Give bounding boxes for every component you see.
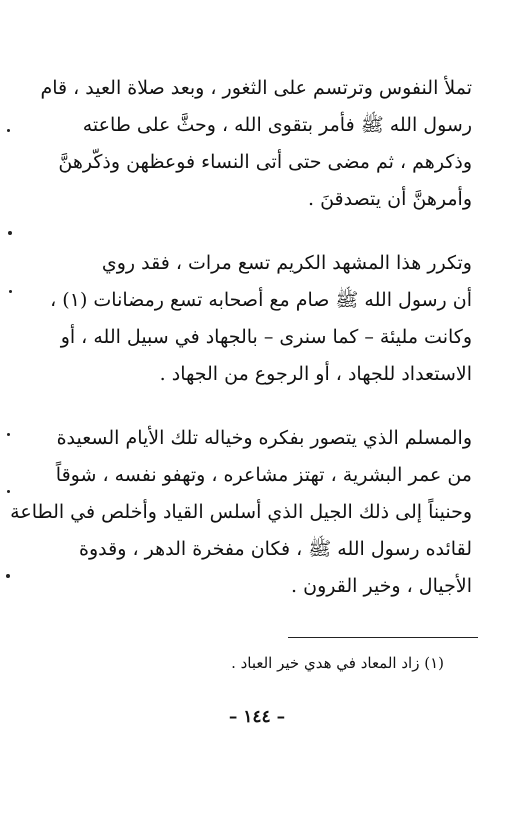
- page-number: – ١٤٤ –: [228, 707, 286, 727]
- paragraph-2: [50, 245, 472, 393]
- paragraph-line: وتكرر هذا المشهد الكريم تسع مرات ، فقد روي: [101, 252, 472, 274]
- paragraph-line: الاستعداد للجهاد ، أو الرجوع من الجهاد .: [159, 363, 472, 385]
- paragraph-line: وكانت مليئة – كما سنرى – بالجهاد في سبيل الله ، أو: [60, 326, 472, 348]
- paragraph-line: أن رسول الله ﷺ صام مع أصحابه تسع رمضانات (١) ،: [50, 289, 472, 311]
- paragraph-line: لقائده رسول الله ﷺ ، فكان مفخرة الدهر ، وقدوة: [79, 538, 472, 560]
- paragraph-line: تملأ النفوس وترتسم على الثغور ، وبعد صلاة العيد ، قام: [40, 77, 472, 99]
- paragraph-line: من عمر البشرية ، تهتز مشاعره ، وتهفو نفسه ، شوقاً: [55, 464, 472, 486]
- paragraph-1: [40, 70, 472, 218]
- footnote: (١) زاد المعاد في هدي خير العباد .: [231, 654, 444, 672]
- margin-speck: [9, 290, 12, 293]
- paragraph-3: [10, 420, 472, 605]
- footnote-divider: [288, 637, 478, 638]
- paragraph-line: وأمرهنَّ أن يتصدقنَ .: [307, 188, 472, 210]
- paragraph-line: وذكرهم ، ثم مضى حتى أتى النساء فوعظهن وذكّرهنَّ: [58, 151, 472, 173]
- paragraph-line: رسول الله ﷺ فأمر بتقوى الله ، وحثَّ على طاعته: [82, 114, 472, 136]
- paragraph-line: الأجيال ، وخير القرون .: [291, 575, 472, 597]
- margin-speck: [8, 231, 12, 235]
- margin-speck: [6, 574, 10, 578]
- margin-speck: [7, 490, 10, 493]
- paragraph-line: والمسلم الذي يتصور بفكره وخياله تلك الأيام السعيدة: [56, 427, 472, 449]
- margin-speck: [7, 433, 10, 436]
- margin-speck: [7, 129, 10, 132]
- paragraph-line: وحنيناً إلى ذلك الجيل الذي أسلس القياد وأخلص في الطاعة: [10, 501, 472, 523]
